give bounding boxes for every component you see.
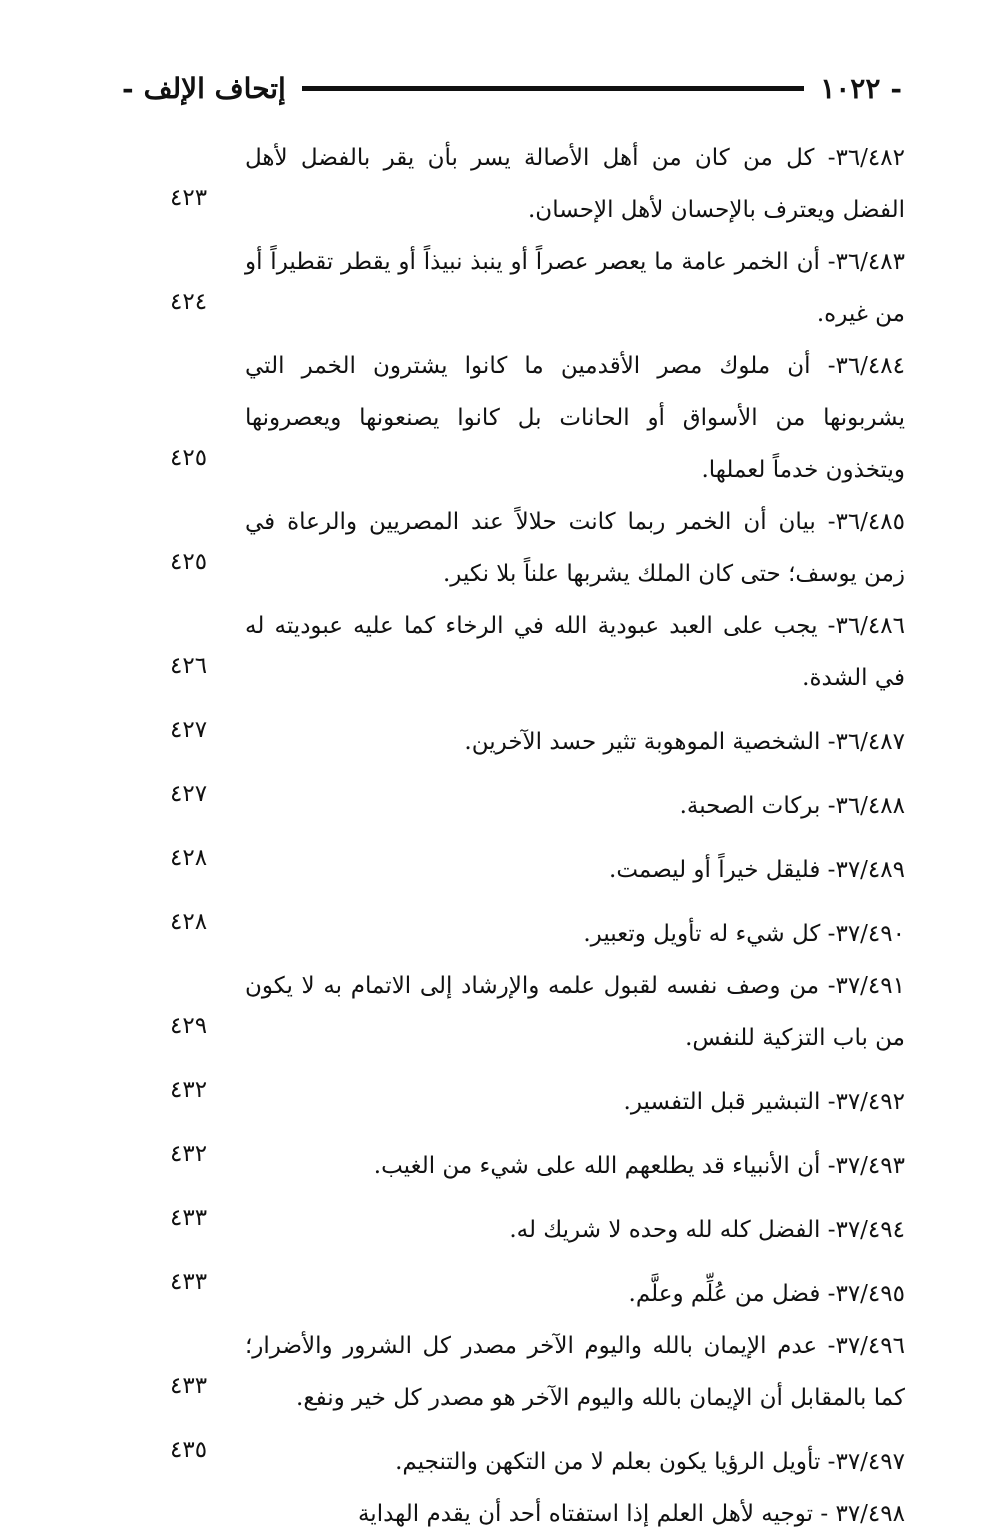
entry-text: ٣٧/٤٩٠- كل شيء له تأويل وتعبير. (583, 921, 905, 947)
entry-text: ٣٧/٤٩٢- التبشير قبل التفسير. (623, 1089, 905, 1115)
entry-text: ٣٦/٤٨٥- بيان أن الخمر ربما كانت حلالاً عند المصريين والرعاة في زمن يوسف؛ حتى كان الملك يشربها علناً بلا نكير. (245, 509, 905, 587)
page-header (112, 68, 912, 108)
entry-page-number: ٤٢٣ (170, 185, 208, 211)
entry-page-number (170, 1528, 245, 1540)
index-entry (170, 1320, 905, 1424)
book-title: إتحاف الإلف (143, 71, 286, 105)
entry-text: ٣٧/٤٩٧- تأويل الرؤيا يكون بعلم لا من التكهن والتنجيم. (395, 1449, 905, 1475)
entry-page-number: ٤٣٥ (170, 1437, 208, 1463)
index-entry (170, 236, 905, 340)
entry-text: ٣٧/٤٩٥- فضل من عُلِّم وعلَّم. (628, 1281, 905, 1307)
index-entry (170, 1424, 905, 1488)
entry-text: ٣٦/٤٨٤- أن ملوك مصر الأقدمين ما كانوا يشترون الخمر التي يشربونها من الأسواق أو الحانات بل كانوا يصنعونها ويعصرونها ويتخذون خدماً لعملها. (245, 353, 905, 483)
header-dash: - (122, 71, 134, 105)
entry-text: ٣٦/٤٨٣- أن الخمر عامة ما يعصر عصراً أو ينبذ نبيذاً أو يقطر تقطيراً أو من غيره. (245, 249, 905, 327)
index-entry (170, 1256, 905, 1320)
index-entry (170, 496, 905, 600)
index-entry (170, 960, 905, 1064)
index-entry (170, 832, 905, 896)
entry-page-number: ٤٢٩ (170, 1013, 208, 1039)
index-entry (170, 1192, 905, 1256)
entry-page-number: ٤٣٣ (170, 1373, 208, 1399)
entry-page-number: ٤٢٥ (170, 445, 208, 471)
header-dash: - (890, 71, 902, 105)
entry-text: ٣٦/٤٨٨- بركات الصحبة. (679, 793, 905, 819)
entry-page-number: ٤٢٨ (170, 845, 208, 871)
index-entry (170, 1488, 905, 1540)
index-entry (170, 896, 905, 960)
index-list (170, 132, 905, 1540)
index-entry (170, 600, 905, 704)
entry-page-number: ٤٢٧ (170, 717, 208, 743)
entry-page-number: ٤٣٢ (170, 1141, 208, 1167)
entry-text: ٣٧/٤٩٦- عدم الإيمان بالله واليوم الآخر مصدر كل الشرور والأضرار؛ كما بالمقابل أن الإيمان بالله واليوم الآخر هو مصدر كل خير ونفع. (245, 1333, 905, 1411)
entry-text: ٣٧/٤٩٨ - توجيه لأهل العلم إذا استفتاه أحد أن يقدم الهداية (357, 1501, 905, 1527)
entry-page-number: ٤٣٣ (170, 1205, 208, 1231)
entry-text: ٣٧/٤٩٤- الفضل كله لله وحده لا شريك له. (509, 1217, 905, 1243)
entry-page-number: ٤٢٨ (170, 909, 208, 935)
page-number: ١٠٢٢ (820, 71, 881, 105)
entry-text: ٣٧/٤٨٩- فليقل خيراً أو ليصمت. (609, 857, 905, 883)
index-entry (170, 768, 905, 832)
entry-page-number: ٤٣٢ (170, 1077, 208, 1103)
index-entry (170, 340, 905, 496)
entry-text: ٣٦/٤٨٢- كل من كان من أهل الأصالة يسر بأن يقر بالفضل لأهل الفضل ويعترف بالإحسان لأهل الإحسان. (245, 145, 905, 223)
index-entry (170, 1128, 905, 1192)
entry-text: ٣٧/٤٩١- من وصف نفسه لقبول علمه والإرشاد إلى الاتمام به لا يكون من باب التزكية للنفس. (245, 973, 905, 1051)
entry-page-number: ٤٢٥ (170, 549, 208, 575)
entry-text: ٣٦/٤٨٦- يجب على العبد عبودية الله في الرخاء كما عليه عبوديته له في الشدة. (245, 613, 905, 691)
entry-page-number: ٤٢٧ (170, 781, 208, 807)
index-entry (170, 1064, 905, 1128)
entry-text: ٣٧/٤٩٣- أن الأنبياء قد يطلعهم الله على شيء من الغيب. (373, 1153, 905, 1179)
entry-text: ٣٦/٤٨٧- الشخصية الموهوبة تثير حسد الآخرين. (464, 729, 905, 755)
index-entry (170, 132, 905, 236)
index-entry (170, 704, 905, 768)
entry-page-number: ٤٢٦ (170, 653, 208, 679)
entry-page-number: ٤٢٤ (170, 289, 208, 315)
entry-page-number: ٤٣٣ (170, 1269, 208, 1295)
header-rule (302, 86, 804, 91)
